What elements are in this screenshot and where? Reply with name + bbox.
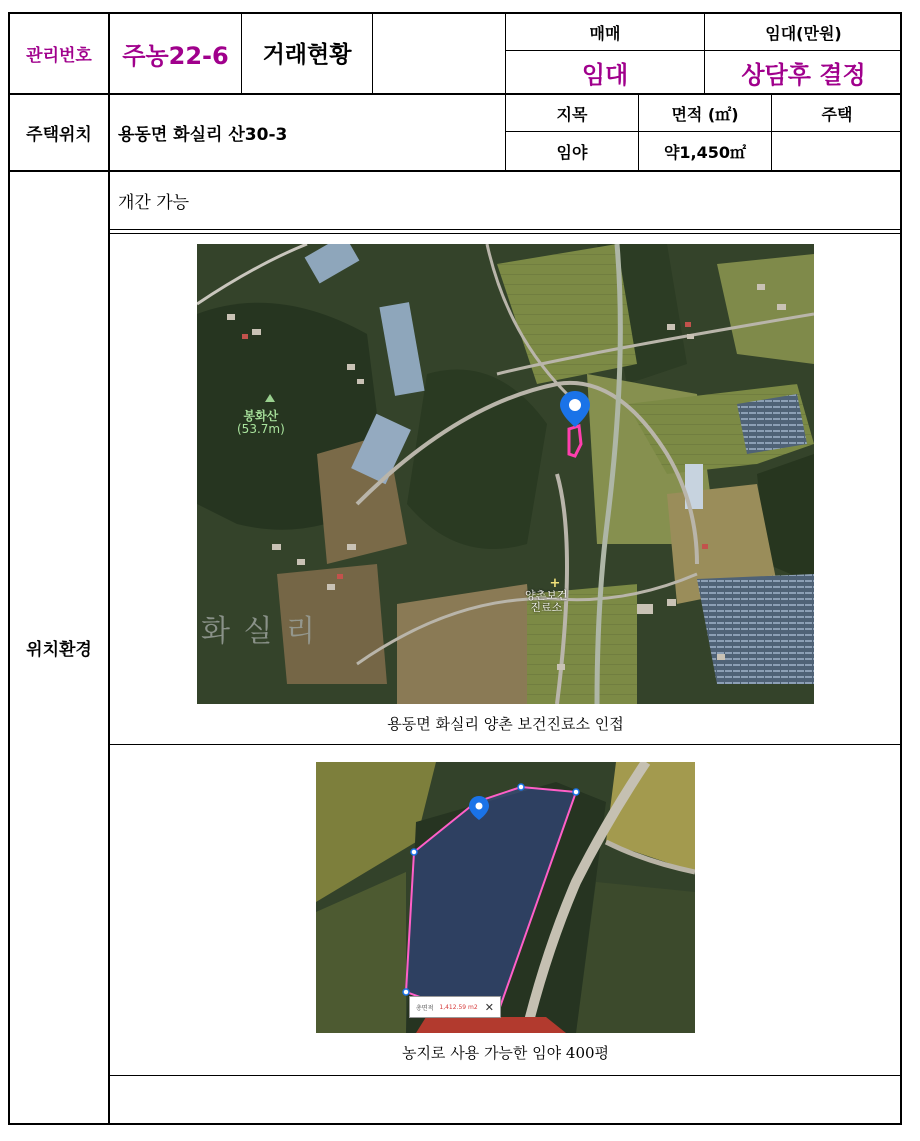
sale-value: 임대 <box>581 60 629 89</box>
mountain-label: 봉화산 (53.7m) <box>237 409 285 436</box>
rent-label: 임대(만원) <box>765 23 842 43</box>
house-value <box>772 132 902 170</box>
area-popup-value: 1,412.59 m2 <box>439 1003 478 1011</box>
area-value: 약1,450㎡ <box>663 142 747 162</box>
environment-label: 위치환경 <box>26 640 92 660</box>
village-watermark-label: 화 실 리 <box>201 614 318 649</box>
mgmt-label: 관리번호 <box>26 46 92 66</box>
col-divider <box>108 12 110 1125</box>
mgmt-number: 주농22-6 <box>122 42 229 70</box>
col-divider <box>372 12 373 94</box>
rent-value: 상담후 결정 <box>741 60 866 89</box>
trade-status-label: 거래현황 <box>262 41 352 68</box>
close-icon[interactable]: ✕ <box>484 1000 494 1014</box>
clinic-label: 양촌보건 진료소 <box>525 589 568 614</box>
area-popup-label: 총면적 <box>416 1004 434 1012</box>
satellite-map-parcel <box>316 762 695 1033</box>
jimok-value: 임야 <box>556 142 588 162</box>
location-label: 주택위치 <box>26 125 92 145</box>
area-measure-popup <box>409 996 501 1018</box>
sale-label: 매매 <box>589 23 621 43</box>
house-label: 주택 <box>821 104 853 124</box>
jimok-label: 지목 <box>556 104 588 124</box>
satellite-map-overview <box>197 244 814 704</box>
row-divider <box>109 229 902 230</box>
address-value: 용동면 화실리 산30-3 <box>118 125 288 145</box>
map-parcel-caption: 농지로 사용 가능한 임야 400평 <box>401 1043 610 1062</box>
svg-text:+: + <box>549 576 561 591</box>
row-divider <box>109 744 902 745</box>
row-divider <box>109 233 902 234</box>
area-label: 면적 (㎡) <box>671 104 739 124</box>
row-divider <box>109 1075 902 1076</box>
map-overview-caption: 용동면 화실리 양촌 보건진료소 인접 <box>387 714 624 733</box>
environment-note: 개간 가능 <box>118 192 190 213</box>
